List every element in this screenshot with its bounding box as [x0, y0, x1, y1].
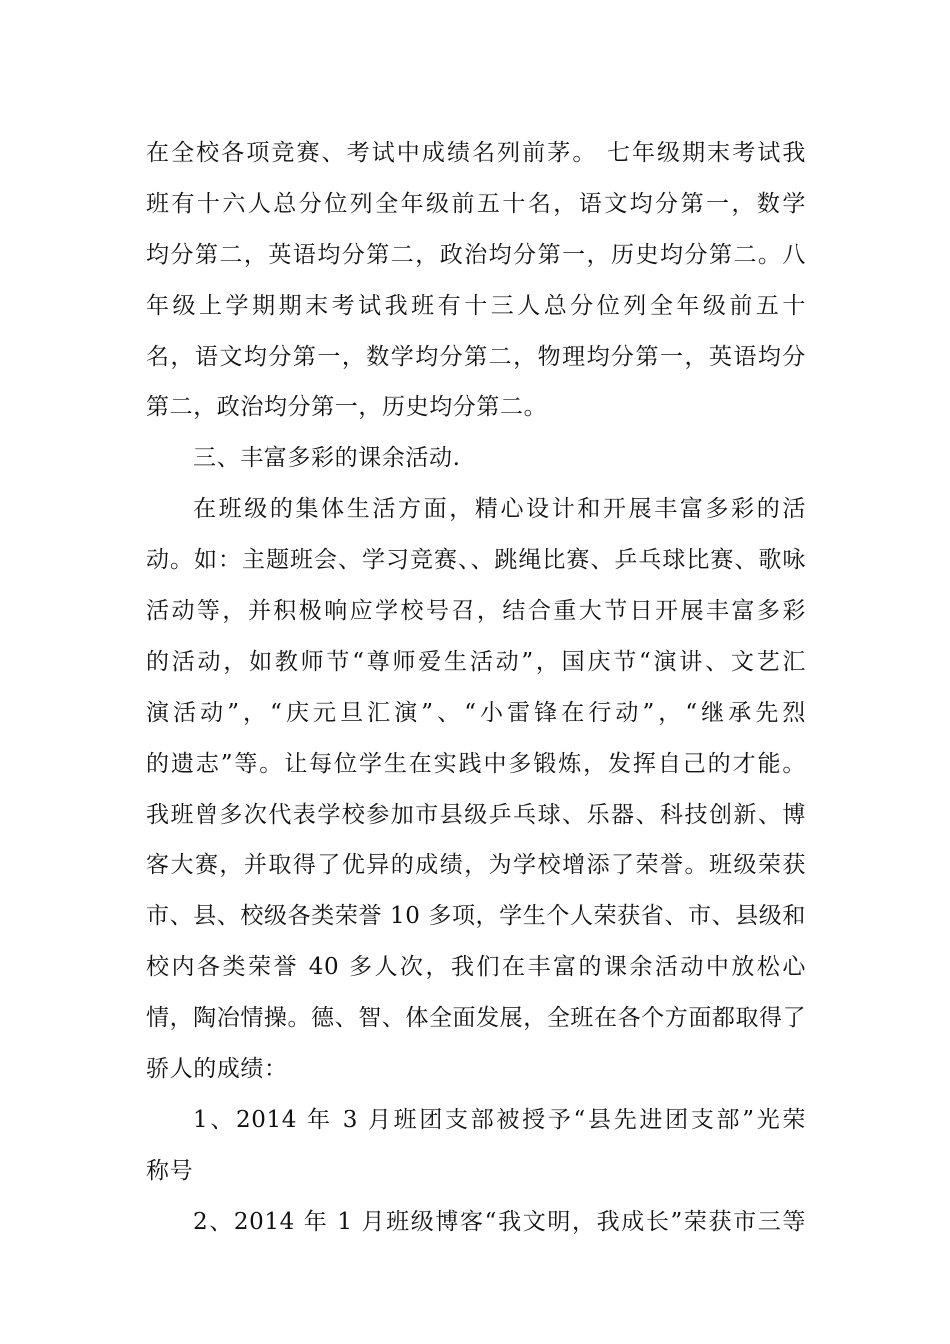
text-line: 动。如：主题班会、学习竞赛、、跳绳比赛、乒乓球比赛、歌咏	[146, 547, 806, 574]
text-line: 客大赛，并取得了优异的成绩，为学校增添了荣誉。班级荣获	[146, 852, 806, 879]
text-line: 在全校各项竞赛、考试中成绩名列前茅。 七年级期末考试我	[146, 140, 806, 166]
text-line: 班有十六人总分位列全年级前五十名，语文均分第一，数学	[146, 190, 806, 217]
document-body	[146, 128, 806, 1248]
text-line: 在班级的集体生活方面，精心设计和开展丰富多彩的活	[193, 496, 806, 523]
text-line: 第二，政治均分第一，历史均分第二。	[146, 394, 548, 421]
text-line: 校内各类荣誉 40 多人次，我们在丰富的课余活动中放松心	[146, 954, 806, 981]
text-line: 2、2014 年 1 月班级博客“我文明，我成长”荣获市三等	[193, 1208, 806, 1235]
text-line: 名，语文均分第一，数学均分第二，物理均分第一，英语均分	[146, 343, 806, 370]
text-line: 三、丰富多彩的课余活动.	[193, 445, 461, 472]
text-line: 演活动”，“庆元旦汇演”、“小雷锋在行动”，“继承先烈	[146, 699, 806, 726]
text-line: 称号	[146, 1157, 194, 1184]
text-line: 1、2014 年 3 月班团支部被授予“县先进团支部”光荣	[193, 1106, 806, 1133]
text-line: 我班曾多次代表学校参加市县级乒乓球、乐器、科技创新、博	[146, 801, 806, 828]
text-line: 情，陶冶情操。德、智、体全面发展，全班在各个方面都取得了	[146, 1005, 806, 1032]
text-line: 的活动，如教师节“尊师爱生活动”，国庆节“演讲、文艺汇	[146, 648, 806, 675]
text-line: 均分第二，英语均分第二，政治均分第一，历史均分第二。八	[146, 241, 806, 268]
text-line: 的遗志”等。让每位学生在实践中多锻炼，发挥自己的才能。	[146, 750, 806, 777]
text-line: 市、县、校级各类荣誉 10 多项，学生个人荣获省、市、县级和	[146, 903, 806, 930]
text-line: 活动等，并积极响应学校号召，结合重大节日开展丰富多彩	[146, 598, 806, 625]
text-line: 年级上学期期末考试我班有十三人总分位列全年级前五十	[146, 292, 806, 319]
text-line: 骄人的成绩：	[146, 1056, 288, 1083]
